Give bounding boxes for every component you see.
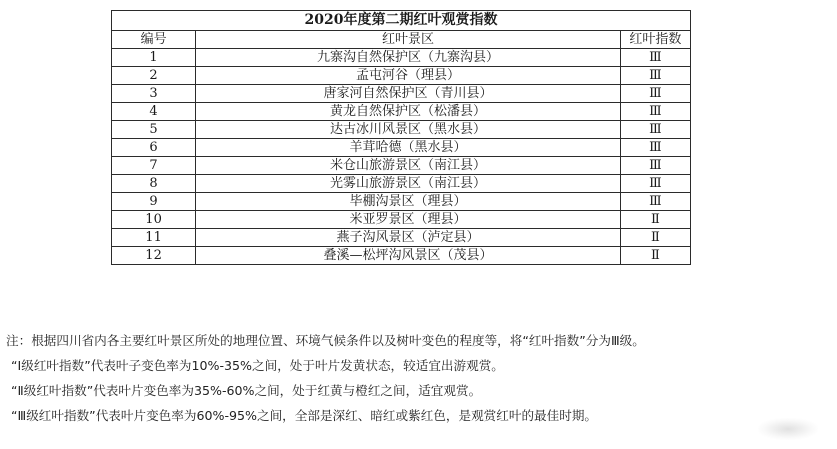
table-row (112, 121, 691, 139)
cell-number: 10 (112, 211, 196, 229)
table-row (112, 85, 691, 103)
table-title: 2020年度第二期红叶观赏指数 (112, 11, 691, 31)
cell-scenic-area: 燕子沟风景区（泸定县） (196, 229, 621, 247)
cell-number: 1 (112, 49, 196, 67)
note-level-1: “Ⅰ级红叶指数”代表叶子变色率为10%-35%之间，处于叶片发黄状态，较适宜出游观赏。 (11, 358, 504, 373)
note-level-2: “Ⅱ级红叶指数”代表叶片变色率为35%-60%之间，处于红黄与橙红之间，适宜观赏。 (11, 383, 482, 398)
cell-scenic-area: 达古冰川风景区（黑水县） (196, 121, 621, 139)
note-level-3: “Ⅲ级红叶指数”代表叶片变色率为60%-95%之间，全部是深红、暗红或紫红色，是观赏红叶的最佳时期。 (11, 408, 598, 423)
cell-scenic-area: 叠溪—松坪沟风景区（茂县） (196, 247, 621, 265)
cell-index: Ⅲ (620, 103, 690, 121)
cell-index: Ⅲ (620, 139, 690, 157)
cell-scenic-area: 九寨沟自然保护区（九寨沟县） (196, 49, 621, 67)
red-leaf-index-table (111, 10, 691, 265)
cell-number: 3 (112, 85, 196, 103)
cell-index: Ⅲ (620, 67, 690, 85)
table-row (112, 229, 691, 247)
cell-index: Ⅲ (620, 175, 690, 193)
cell-number: 6 (112, 139, 196, 157)
cell-scenic-area: 黄龙自然保护区（松潘县） (196, 103, 621, 121)
table-row (112, 139, 691, 157)
cell-number: 11 (112, 229, 196, 247)
table-row (112, 193, 691, 211)
cell-number: 5 (112, 121, 196, 139)
cell-scenic-area: 光雾山旅游景区（南江县） (196, 175, 621, 193)
cell-scenic-area: 羊茸哈德（黑水县） (196, 139, 621, 157)
cell-index: Ⅱ (620, 211, 690, 229)
cell-index: Ⅲ (620, 85, 690, 103)
note-intro: 注：根据四川省内各主要红叶景区所处的地理位置、环境气候条件以及树叶变色的程度等，将“红叶指数”分为Ⅲ级。 (6, 333, 645, 348)
notes-section (6, 328, 834, 428)
cell-number: 7 (112, 157, 196, 175)
cell-scenic-area: 米仓山旅游景区（南江县） (196, 157, 621, 175)
table-row (112, 175, 691, 193)
cell-index: Ⅲ (620, 49, 690, 67)
table-row (112, 67, 691, 85)
cell-index: Ⅱ (620, 229, 690, 247)
cell-number: 12 (112, 247, 196, 265)
table-row (112, 247, 691, 265)
table-row (112, 103, 691, 121)
cell-number: 9 (112, 193, 196, 211)
header-red-leaf-index: 红叶指数 (620, 31, 690, 49)
cell-index: Ⅲ (620, 121, 690, 139)
cell-index: Ⅲ (620, 193, 690, 211)
cell-index: Ⅲ (620, 157, 690, 175)
header-scenic-area: 红叶景区 (196, 31, 621, 49)
table-row (112, 49, 691, 67)
cell-number: 8 (112, 175, 196, 193)
header-number: 编号 (112, 31, 196, 49)
cell-scenic-area: 孟屯河谷（理县） (196, 67, 621, 85)
cell-number: 4 (112, 103, 196, 121)
table-row (112, 157, 691, 175)
table-row (112, 211, 691, 229)
cell-scenic-area: 米亚罗景区（理县） (196, 211, 621, 229)
cell-scenic-area: 唐家河自然保护区（青川县） (196, 85, 621, 103)
cell-scenic-area: 毕棚沟景区（理县） (196, 193, 621, 211)
cell-index: Ⅱ (620, 247, 690, 265)
cell-number: 2 (112, 67, 196, 85)
watermark-blur (758, 418, 818, 440)
